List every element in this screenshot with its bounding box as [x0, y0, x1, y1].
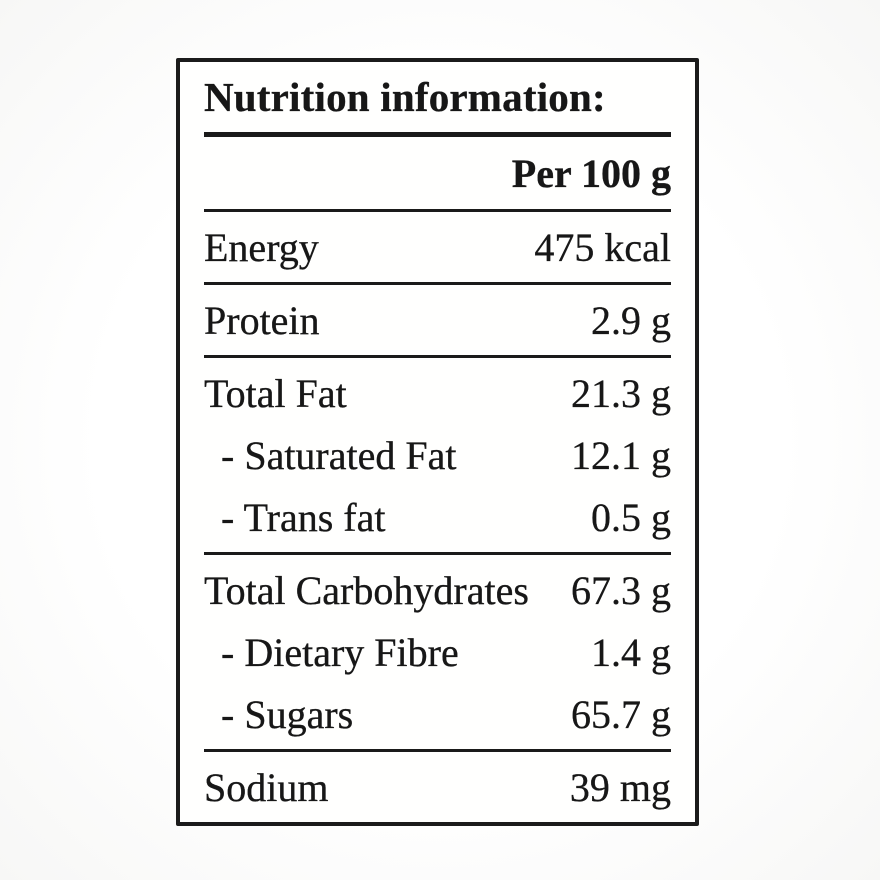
nutrient-value: 1.4 g	[591, 629, 671, 675]
nutrition-row	[204, 559, 671, 621]
nutrition-row	[204, 486, 671, 548]
nutrition-row	[204, 289, 671, 351]
table-section	[204, 358, 671, 552]
nutrient-label: - Trans fat	[221, 494, 386, 540]
nutrition-row	[204, 683, 671, 745]
nutrient-value: 2.9 g	[591, 297, 671, 343]
table-section	[204, 752, 671, 822]
nutrient-value: 12.1 g	[571, 432, 671, 478]
nutrition-row	[204, 424, 671, 486]
nutrient-value: 21.3 g	[571, 370, 671, 416]
table-title: Nutrition information:	[204, 74, 606, 120]
nutrition-table	[176, 58, 699, 826]
nutrition-row	[204, 362, 671, 424]
nutrient-label: - Sugars	[221, 691, 354, 737]
table-section	[204, 212, 671, 282]
nutrition-row	[204, 621, 671, 683]
nutrition-row	[204, 216, 671, 278]
nutrient-label: - Dietary Fibre	[221, 629, 459, 675]
nutrient-value: 39 mg	[569, 764, 671, 810]
column-header-per-100g: Per 100 g	[511, 150, 671, 196]
nutrient-value: 65.7 g	[571, 691, 671, 737]
nutrient-value: 0.5 g	[591, 494, 671, 540]
nutrient-value: 67.3 g	[571, 567, 671, 613]
nutrient-value: 475 kcal	[534, 224, 671, 270]
nutrition-row	[204, 756, 671, 818]
table-section	[204, 285, 671, 355]
nutrient-label: Total Fat	[204, 370, 347, 416]
table-section	[204, 555, 671, 749]
nutrient-label: - Saturated Fat	[221, 432, 457, 478]
nutrient-label: Protein	[204, 297, 320, 343]
nutrient-label: Energy	[204, 224, 319, 270]
nutrient-label: Total Carbohydrates	[204, 567, 529, 613]
nutrient-label: Sodium	[204, 764, 329, 810]
table-body	[204, 212, 671, 822]
